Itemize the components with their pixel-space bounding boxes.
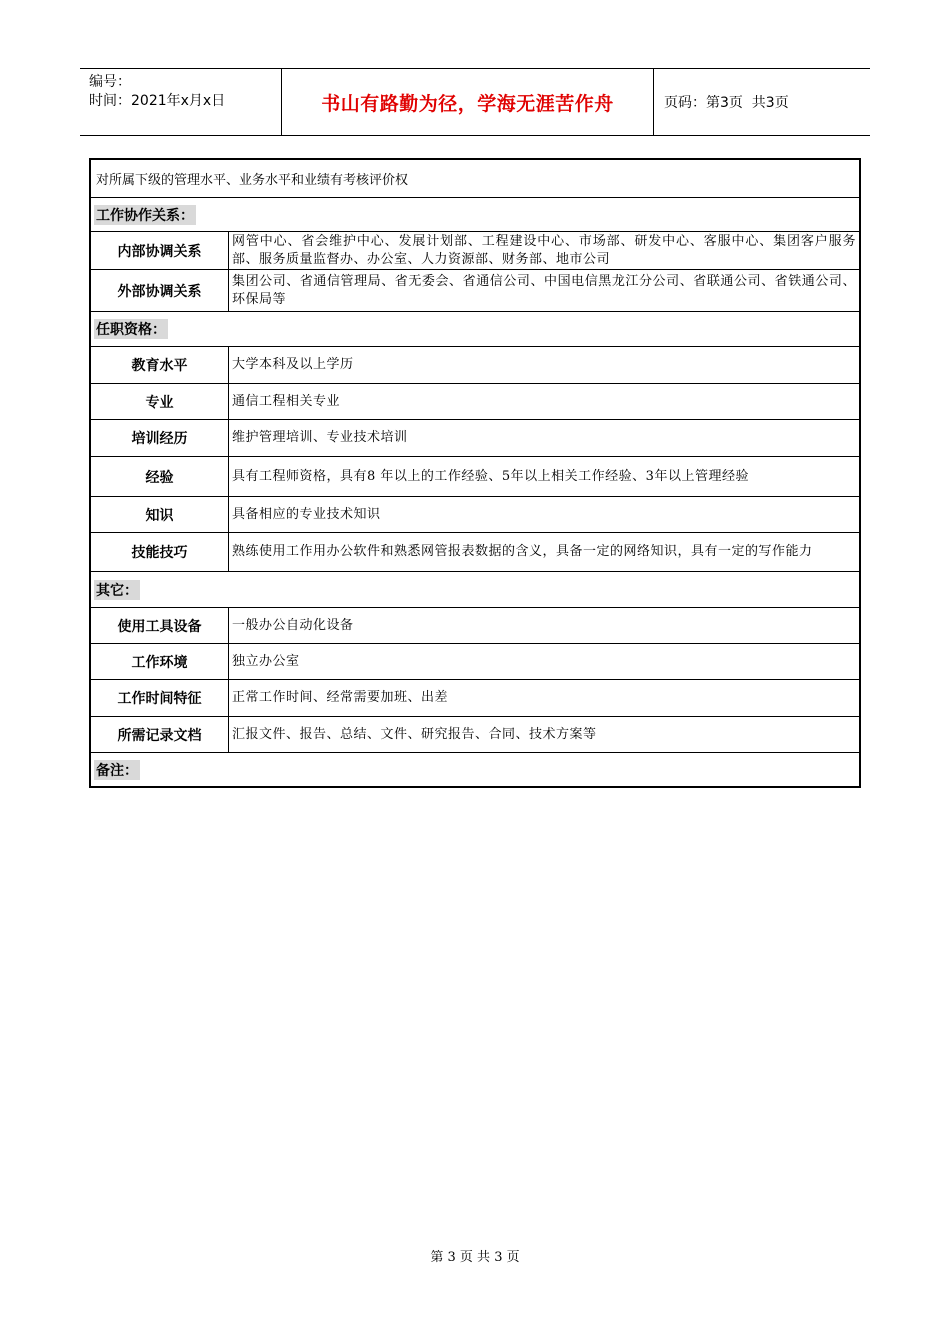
row-tools <box>91 608 859 644</box>
value-skills: 熟练使用工作用办公软件和熟悉网管报表数据的含义，具备一定的网络知识，具有一定的写作能力 <box>232 544 813 559</box>
row-experience <box>91 457 859 497</box>
section-header-other: 其它： <box>91 572 859 607</box>
row-training <box>91 420 859 457</box>
label-internal: 内部协调关系 <box>91 232 229 269</box>
header-slogan: 书山有路勤为径，学海无涯苦作舟 <box>282 69 654 135</box>
value-work-time: 正常工作时间、经常需要加班、出差 <box>232 690 449 705</box>
row-skills <box>91 533 859 572</box>
label-environment: 工作环境 <box>91 644 229 679</box>
label-major: 专业 <box>91 384 229 419</box>
value-internal: 网管中心、省会维护中心、发展计划部、工程建设中心、市场部、研发中心、客服中心、集团客户服务部、服务质量监督办、办公室、人力资源部、财务部、地市公司 <box>232 233 856 267</box>
label-training: 培训经历 <box>91 420 229 456</box>
section-row-qual <box>91 312 859 347</box>
page-footer: 第 3 页 共 3 页 <box>430 1250 520 1265</box>
label-documents: 所需记录文档 <box>91 717 229 752</box>
label-work-time: 工作时间特征 <box>91 680 229 716</box>
value-tools: 一般办公自动化设备 <box>232 617 354 633</box>
label-knowledge: 知识 <box>91 497 229 532</box>
header-page-number: 页码：第3页 共3页 <box>664 95 789 111</box>
section-row-other <box>91 572 859 608</box>
row-knowledge <box>91 497 859 533</box>
row-environment <box>91 644 859 680</box>
job-description-table <box>89 158 861 788</box>
value-documents: 汇报文件、报告、总结、文件、研究报告、合同、技术方案等 <box>232 726 597 742</box>
page-header <box>80 68 870 136</box>
section-row-coop <box>91 198 859 232</box>
label-experience: 经验 <box>91 457 229 496</box>
value-training: 维护管理培训、专业技术培训 <box>232 430 408 445</box>
label-tools: 使用工具设备 <box>91 608 229 643</box>
value-external: 集团公司、省通信管理局、省无委会、省通信公司、中国电信黑龙江分公司、省联通公司、省铁通公司、环保局等 <box>232 273 856 307</box>
row-education <box>91 347 859 384</box>
header-meta <box>80 69 282 135</box>
authority-text: 对所属下级的管理水平、业务水平和业绩有考核评价权 <box>96 173 409 188</box>
section-header-qual: 任职资格： <box>91 312 859 346</box>
row-external <box>91 270 859 312</box>
row-work-time <box>91 680 859 717</box>
section-header-coop: 工作协作关系： <box>91 198 859 231</box>
value-major: 通信工程相关专业 <box>232 393 341 409</box>
section-row-notes <box>91 753 859 786</box>
document-number-label: 编号： <box>89 74 131 90</box>
value-experience: 具有工程师资格，具有8 年以上的工作经验、5年以上相关工作经验、3年以上管理经验 <box>232 468 749 484</box>
label-skills: 技能技巧 <box>91 533 229 571</box>
row-documents <box>91 717 859 753</box>
authority-row <box>91 160 859 198</box>
value-education: 大学本科及以上学历 <box>232 357 354 372</box>
document-date: 时间：2021年x月x日 <box>89 93 226 109</box>
label-external: 外部协调关系 <box>91 270 229 311</box>
section-header-notes: 备注： <box>91 753 859 786</box>
row-major <box>91 384 859 420</box>
value-knowledge: 具备相应的专业技术知识 <box>232 506 381 522</box>
value-environment: 独立办公室 <box>232 653 300 669</box>
row-internal <box>91 232 859 270</box>
label-education: 教育水平 <box>91 347 229 383</box>
